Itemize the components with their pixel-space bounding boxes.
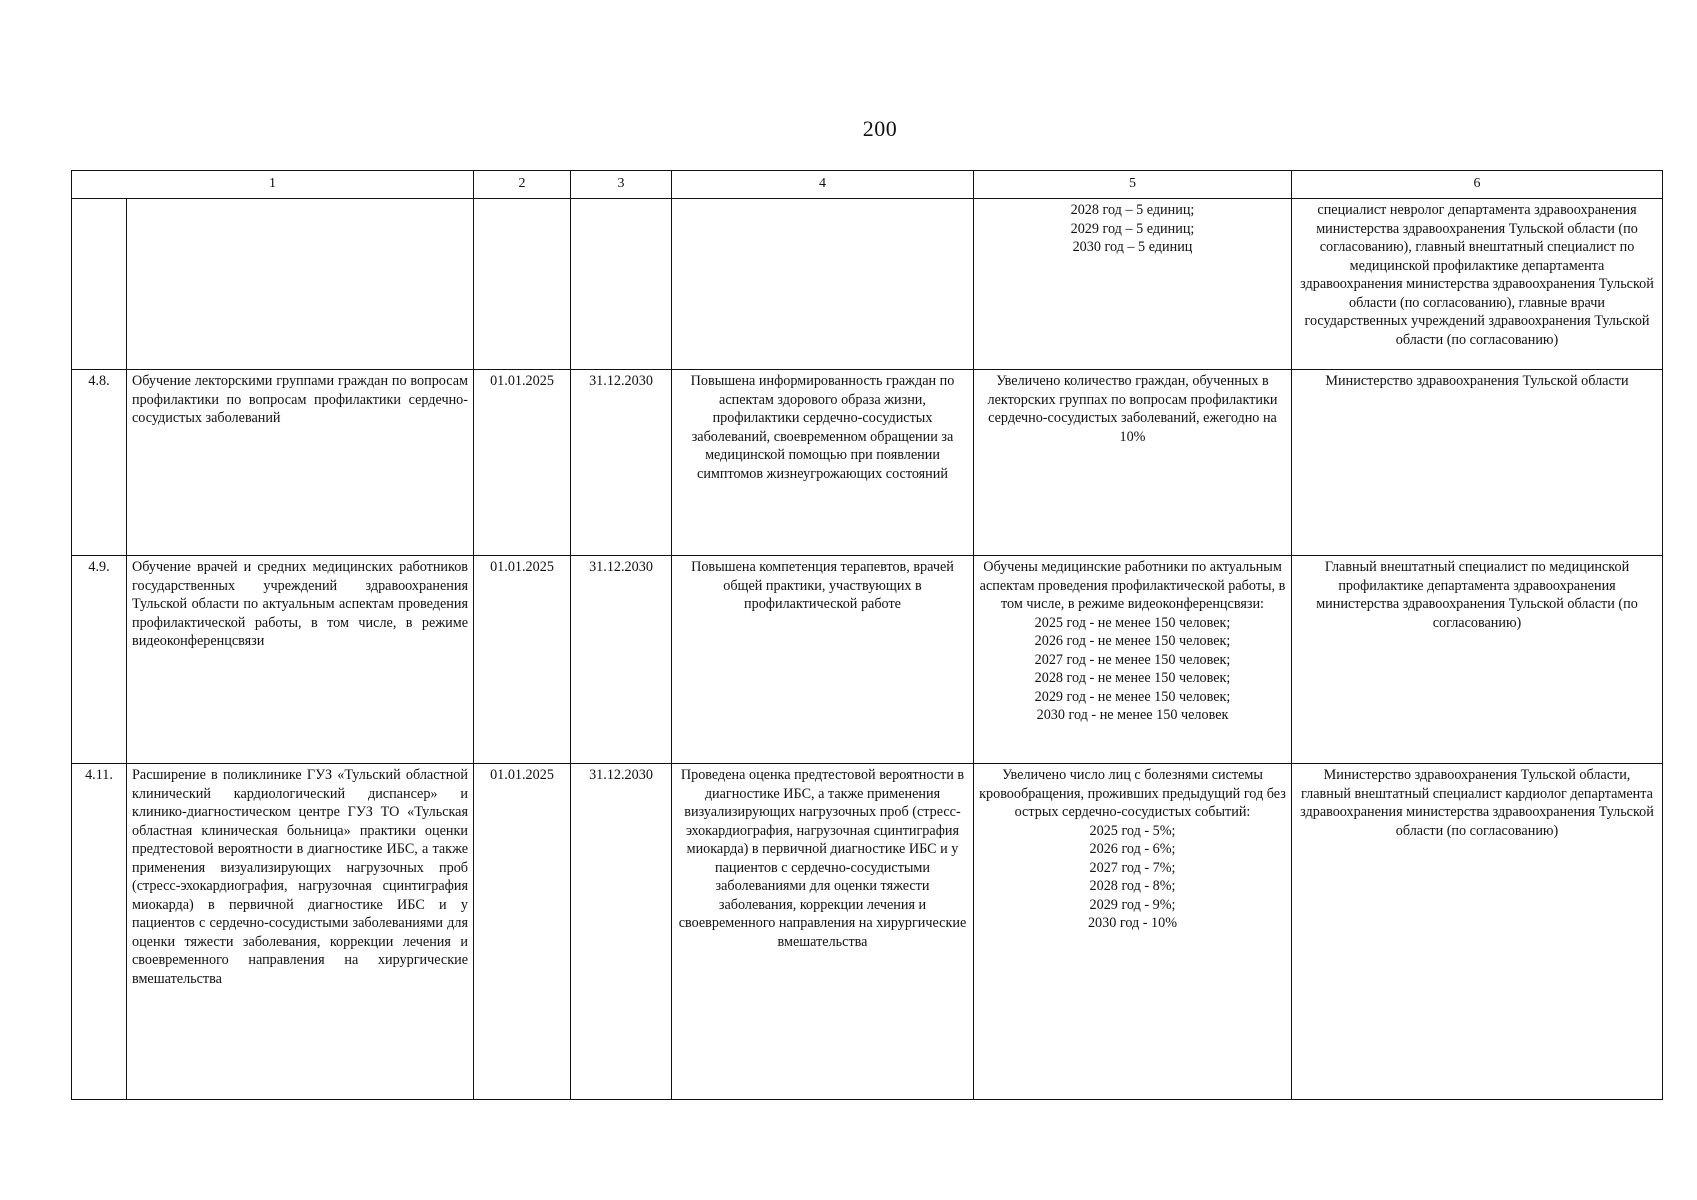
activity-title: Обучение врачей и средних медицинских работников государственных учреждений здравоохранения Тульской области по актуальным аспектам проведения профилактической работы, в том числе, в режиме видеоконференцсвязи — [127, 556, 474, 764]
end-date: 31.12.2030 — [571, 556, 672, 764]
indicator-line: Увеличено количество граждан, обученных в лекторских группах по вопросам профилактики сердечно-сосудистых заболеваний, ежегодно на 10% — [987, 373, 1278, 445]
indicator-line: 2028 год - не менее 150 человек; — [1034, 670, 1231, 686]
responsible: Министерство здравоохранения Тульской области — [1292, 370, 1663, 556]
indicator-line: 2027 год - не менее 150 человек; — [1034, 651, 1231, 668]
header-cell-3: 3 — [571, 171, 672, 199]
activity-title: Обучение лекторскими группами граждан по вопросам профилактики по вопросам профилактики сердечно-сосудистых заболеваний — [127, 370, 474, 556]
indicator — [974, 764, 1292, 1100]
indicator-line: 2026 год - не менее 150 человек; — [1034, 633, 1231, 649]
indicator-line: 2027 год - 7%; — [1089, 859, 1176, 876]
header-cell-6: 6 — [1292, 171, 1663, 199]
continuation-result-cell — [672, 199, 974, 370]
continuation-indicator-cell — [974, 199, 1292, 370]
responsible: Главный внештатный специалист по медицинской профилактике департамента здравоохранения министерства здравоохранения Тульской области (по согласованию) — [1292, 556, 1663, 764]
indicator-line: 2026 год - 6%; — [1089, 841, 1176, 857]
header-cell-5: 5 — [974, 171, 1292, 199]
continuation-responsible-cell: специалист невролог департамента здравоохранения министерства здравоохранения Тульской области (по согласованию), главный внештатный специалист по медицинской профилактике департамента здравоохранения министерства здравоохранения Тульской области (по согласованию), главные врачи государственных учреждений здравоохранения Тульской области (по согласованию) — [1292, 199, 1663, 370]
row-number: 4.8. — [72, 370, 127, 556]
indicator-line: Увеличено число лиц с болезнями системы кровообращения, проживших предыдущий год без острых сердечно-сосудистых событий: — [979, 767, 1286, 820]
indicator — [974, 556, 1292, 764]
indicator-line: 2025 год - 5%; — [1089, 822, 1176, 839]
continuation-num-cell — [72, 199, 127, 370]
continuation-start-cell — [474, 199, 571, 370]
table-row-4-9 — [72, 556, 1663, 764]
expected-result: Повышена информированность граждан по аспектам здорового образа жизни, профилактики сердечно-сосудистых заболеваний, своевременном обращении за медицинской помощью при появлении симптомов жизнеугрожающих состояний — [672, 370, 974, 556]
header-cell-4: 4 — [672, 171, 974, 199]
table-row-4-8 — [72, 370, 1663, 556]
table-row-4-11 — [72, 764, 1663, 1100]
column-number-header — [72, 171, 1663, 199]
start-date: 01.01.2025 — [474, 764, 571, 1100]
indicator-line: 2029 год - 9%; — [1089, 896, 1176, 913]
indicator-line: 2030 год – 5 единиц — [1072, 239, 1193, 255]
expected-result: Проведена оценка предтестовой вероятности в диагностике ИБС, а также применения визуализирующих нагрузочных проб (стресс-эхокардиография, нагрузочная сцинтиграфия миокарда) в первичной диагностике ИБС и у пациентов с сердечно-сосудистыми заболеваниями для оценки тяжести заболевания, коррекции лечения и своевременного направления на хирургические вмешательства — [672, 764, 974, 1100]
indicator-line: 2028 год – 5 единиц; — [1070, 202, 1195, 218]
indicator-line: Обучены медицинские работники по актуальным аспектам проведения профилактической работы, в том числе, в режиме видеоконференцсвязи: — [979, 559, 1286, 612]
row-number: 4.9. — [72, 556, 127, 764]
header-cell-2: 2 — [474, 171, 571, 199]
start-date: 01.01.2025 — [474, 370, 571, 556]
row-number: 4.11. — [72, 764, 127, 1100]
indicator-line: 2025 год - не менее 150 человек; — [1034, 614, 1231, 631]
end-date: 31.12.2030 — [571, 370, 672, 556]
continuation-end-cell — [571, 199, 672, 370]
indicator — [974, 370, 1292, 556]
indicator-line: 2030 год - 10% — [1087, 915, 1178, 931]
start-date: 01.01.2025 — [474, 556, 571, 764]
indicator-line: 2028 год - 8%; — [1089, 878, 1176, 894]
action-plan-table — [71, 170, 1663, 1100]
indicator-line: 2030 год - не менее 150 человек — [1036, 707, 1229, 723]
responsible: Министерство здравоохранения Тульской области, главный внештатный специалист кардиолог департамента здравоохранения министерства здравоохранения Тульской области (по согласованию) — [1292, 764, 1663, 1100]
continuation-row — [72, 199, 1663, 370]
continuation-title-cell — [127, 199, 474, 370]
indicator-line: 2029 год – 5 единиц; — [1070, 220, 1195, 237]
header-cell-1: 1 — [72, 171, 474, 199]
end-date: 31.12.2030 — [571, 764, 672, 1100]
page-number: 200 — [862, 116, 898, 141]
indicator-line: 2029 год - не менее 150 человек; — [1034, 688, 1231, 705]
activity-title: Расширение в поликлинике ГУЗ «Тульский областной клинический кардиологический диспансер» и клинико-диагностическом центре ГУЗ ТО «Тульская областная клиническая больница» практики оценки предтестовой вероятности в диагностике ИБС, а также применения визуализирующих нагрузочных проб (стресс-эхокардиография, нагрузочная сцинтиграфия миокарда) в первичной диагностике ИБС и у пациентов с сердечно-сосудистыми заболеваниями для оценки тяжести заболевания, коррекции лечения и своевременного направления на хирургические вмешательства — [127, 764, 474, 1100]
expected-result: Повышена компетенция терапевтов, врачей общей практики, участвующих в профилактической работе — [672, 556, 974, 764]
